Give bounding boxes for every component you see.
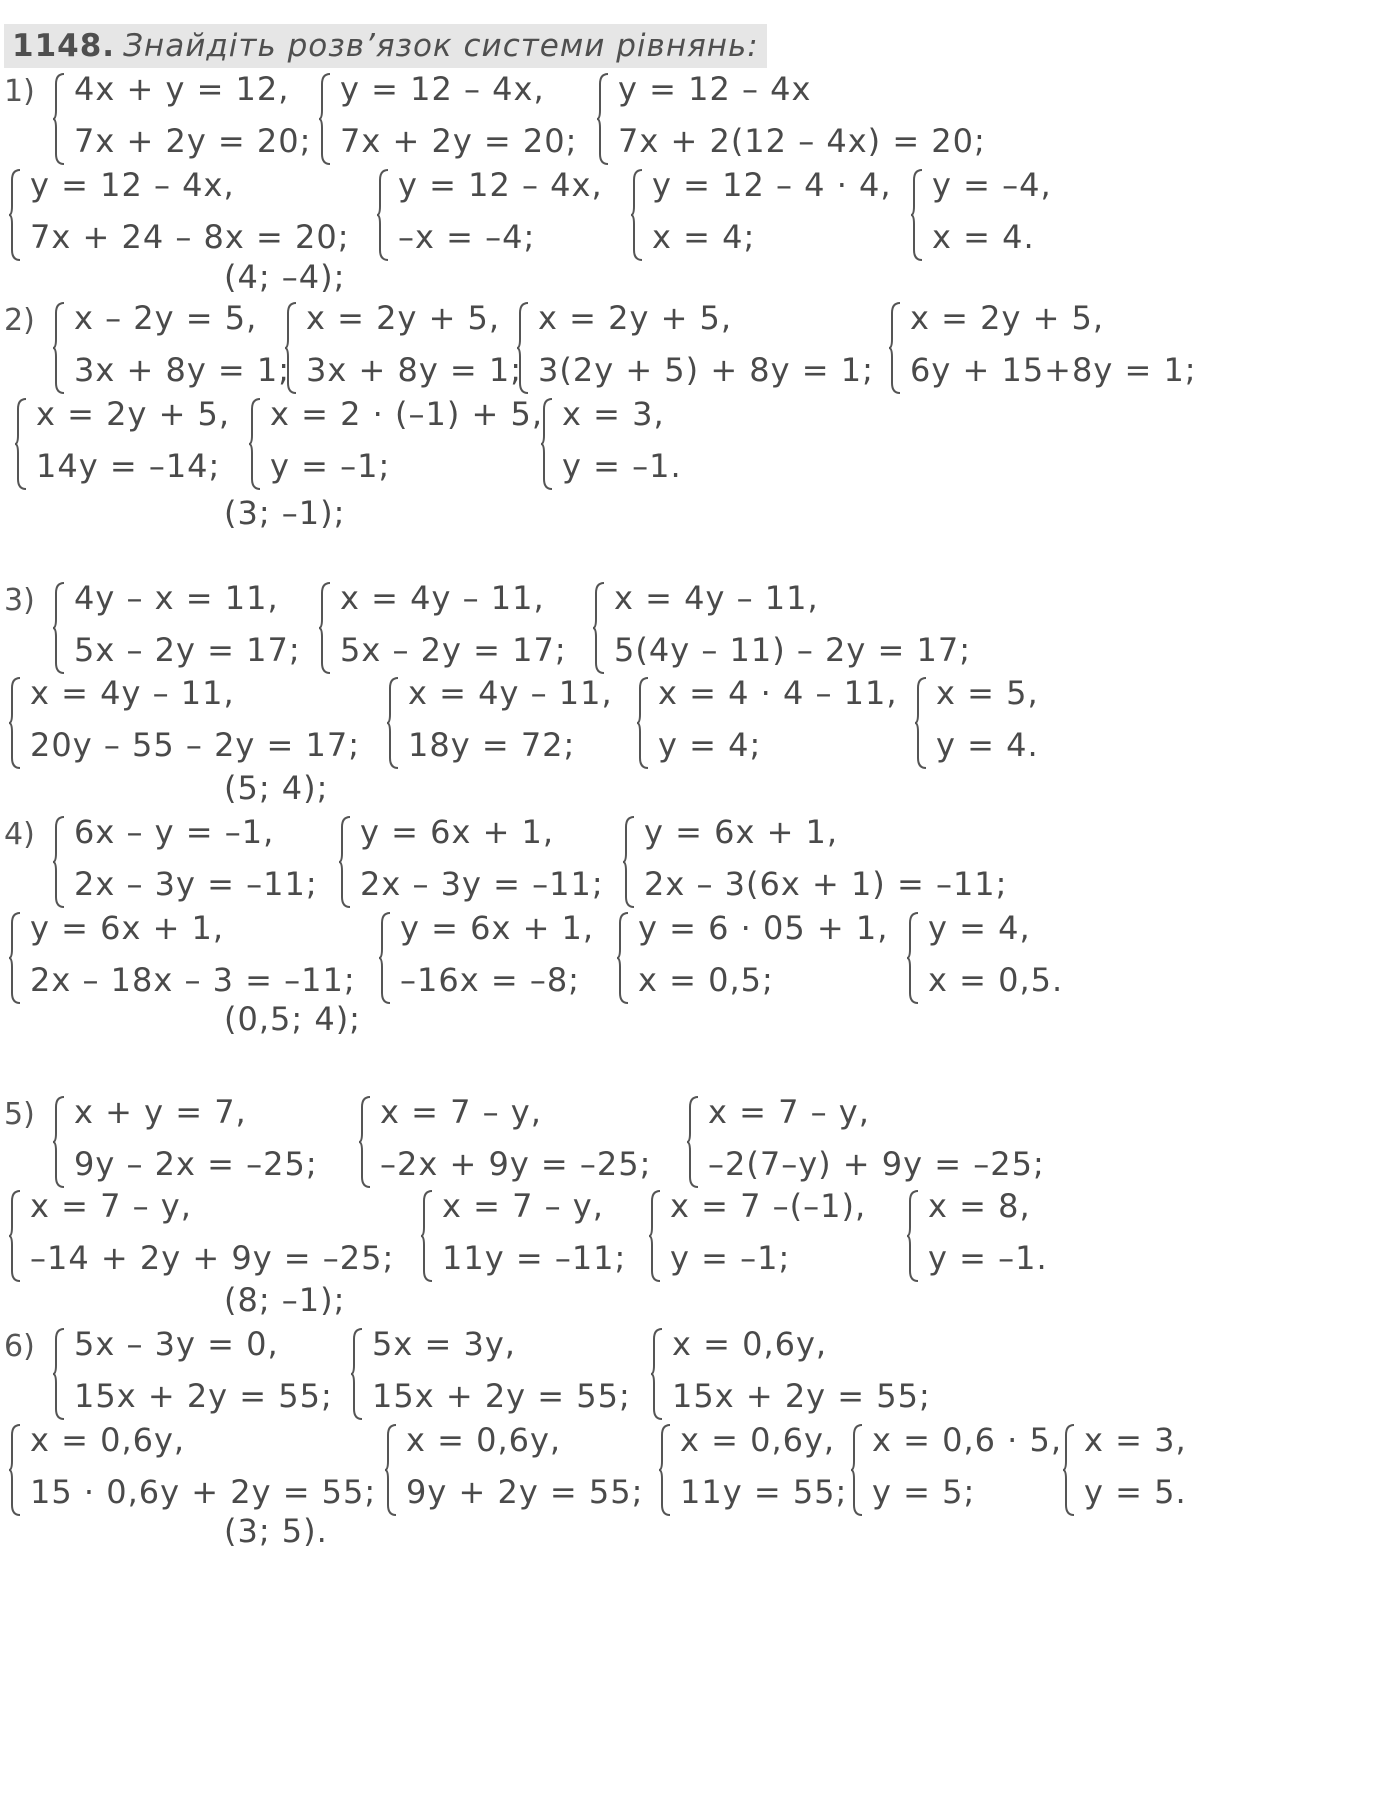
brace-icon [52, 72, 66, 166]
equation-line: y = –1; [270, 447, 391, 485]
brace-icon [910, 168, 924, 262]
equation-line: –x = –4; [398, 218, 536, 256]
problem-label: 5) [4, 1097, 35, 1132]
answer-pair: (3; –1); [224, 494, 346, 532]
brace-icon [8, 1189, 22, 1283]
brace-icon [596, 72, 610, 166]
equation-line: x = 0,6y, [680, 1421, 836, 1459]
brace-icon [686, 1095, 700, 1189]
equation-line: 6x – y = –1, [74, 813, 275, 851]
equation-line: 11y = –11; [442, 1239, 627, 1277]
equation-line: y = 12 – 4x, [340, 70, 545, 108]
equation-line: x = 0,6 · 5, [872, 1421, 1063, 1459]
brace-icon [636, 676, 650, 770]
equation-line: x = 0,5; [638, 961, 774, 999]
brace-icon [378, 911, 392, 1005]
equation-line: 5x = 3y, [372, 1325, 516, 1363]
brace-icon [622, 815, 636, 909]
brace-icon [384, 1423, 398, 1517]
brace-icon [52, 1327, 66, 1421]
brace-icon [906, 911, 920, 1005]
brace-icon [386, 676, 400, 770]
equation-line: y = 12 – 4x [618, 70, 812, 108]
brace-icon [616, 911, 630, 1005]
equation-line: 7x + 2(12 – 4x) = 20; [618, 122, 986, 160]
brace-icon [516, 301, 530, 395]
equation-line: x = 4y – 11, [30, 674, 235, 712]
brace-icon [350, 1327, 364, 1421]
equation-line: y = 6x + 1, [644, 813, 839, 851]
brace-icon [284, 301, 298, 395]
equation-line: x = 2y + 5, [910, 299, 1105, 337]
brace-icon [850, 1423, 864, 1517]
brace-icon [888, 301, 902, 395]
equation-line: 5(4y – 11) – 2y = 17; [614, 631, 971, 669]
brace-icon [630, 168, 644, 262]
brace-icon [8, 676, 22, 770]
equation-line: –2x + 9y = –25; [380, 1145, 652, 1183]
problem-label: 3) [4, 583, 35, 618]
equation-line: 11y = 55; [680, 1473, 848, 1511]
equation-line: 2x – 3y = –11; [360, 865, 604, 903]
equation-line: y = 6x + 1, [360, 813, 555, 851]
equation-line: 2x – 3y = –11; [74, 865, 318, 903]
equation-line: –2(7–y) + 9y = –25; [708, 1145, 1045, 1183]
brace-icon [318, 581, 332, 675]
equation-line: x = 4 · 4 – 11, [658, 674, 898, 712]
equation-line: y = –1. [562, 447, 682, 485]
equation-line: x = 4y – 11, [408, 674, 613, 712]
answer-pair: (8; –1); [224, 1281, 346, 1319]
problem-label: 6) [4, 1329, 35, 1364]
equation-line: x = 7 – y, [380, 1093, 542, 1131]
equation-line: 18y = 72; [408, 726, 576, 764]
equation-line: 3x + 8y = 1; [74, 351, 291, 389]
equation-line: y = 6x + 1, [30, 909, 225, 947]
equation-line: x + y = 7, [74, 1093, 247, 1131]
equation-line: y = 4. [936, 726, 1039, 764]
equation-line: 3x + 8y = 1; [306, 351, 523, 389]
brace-icon [650, 1327, 664, 1421]
brace-icon [1062, 1423, 1076, 1517]
equation-line: x = 4; [652, 218, 756, 256]
equation-line: x = 3, [1084, 1421, 1187, 1459]
equation-line: x = 2y + 5, [36, 395, 231, 433]
equation-line: 2x – 18x – 3 = –11; [30, 961, 356, 999]
answer-pair: (4; –4); [224, 258, 346, 296]
brace-icon [906, 1189, 920, 1283]
brace-icon [420, 1189, 434, 1283]
equation-line: 7x + 2y = 20; [340, 122, 578, 160]
equation-line: 15 · 0,6y + 2y = 55; [30, 1473, 377, 1511]
equation-line: x = 4. [932, 218, 1035, 256]
equation-line: y = –4, [932, 166, 1052, 204]
answer-pair: (3; 5). [224, 1512, 328, 1550]
equation-line: 6y + 15+8y = 1; [910, 351, 1197, 389]
equation-line: y = 12 – 4x, [398, 166, 603, 204]
equation-line: y = 6 · 05 + 1, [638, 909, 889, 947]
brace-icon [338, 815, 352, 909]
equation-line: y = 12 – 4x, [30, 166, 235, 204]
equation-line: x = 2y + 5, [306, 299, 501, 337]
brace-icon [52, 301, 66, 395]
equation-line: x = 5, [936, 674, 1039, 712]
equation-line: y = 5; [872, 1473, 976, 1511]
brace-icon [14, 397, 28, 491]
problem-label: 2) [4, 303, 35, 338]
equation-line: x = 4y – 11, [614, 579, 819, 617]
equation-line: –14 + 2y + 9y = –25; [30, 1239, 395, 1277]
brace-icon [52, 815, 66, 909]
equation-line: y = 4; [658, 726, 762, 764]
equation-line: 3(2y + 5) + 8y = 1; [538, 351, 874, 389]
exercise-number: 1148. [12, 28, 116, 64]
equation-line: y = 5. [1084, 1473, 1187, 1511]
brace-icon [8, 1423, 22, 1517]
equation-line: 15x + 2y = 55; [74, 1377, 333, 1415]
equation-line: 9y + 2y = 55; [406, 1473, 644, 1511]
equation-line: –16x = –8; [400, 961, 580, 999]
brace-icon [52, 1095, 66, 1189]
equation-line: y = 4, [928, 909, 1031, 947]
brace-icon [248, 397, 262, 491]
equation-line: 4x + y = 12, [74, 70, 290, 108]
brace-icon [8, 168, 22, 262]
equation-line: 9y – 2x = –25; [74, 1145, 318, 1183]
problem-label: 4) [4, 817, 35, 852]
equation-line: 15x + 2y = 55; [372, 1377, 631, 1415]
equation-line: x = 8, [928, 1187, 1031, 1225]
equation-line: y = –1. [928, 1239, 1048, 1277]
exercise-title: Знайдіть розв’язок системи рівнянь: [123, 28, 759, 64]
equation-line: x = 0,6y, [406, 1421, 562, 1459]
brace-icon [592, 581, 606, 675]
equation-line: 7x + 24 – 8x = 20; [30, 218, 350, 256]
answer-pair: (5; 4); [224, 769, 329, 807]
equation-line: x = 0,6y, [672, 1325, 828, 1363]
equation-line: y = 12 – 4 · 4, [652, 166, 892, 204]
equation-line: x = 0,6y, [30, 1421, 186, 1459]
equation-line: x = 7 –(–1), [670, 1187, 867, 1225]
brace-icon [318, 72, 332, 166]
equation-line: x = 3, [562, 395, 665, 433]
problem-label: 1) [4, 74, 35, 109]
exercise-header [4, 24, 767, 68]
equation-line: y = 6x + 1, [400, 909, 595, 947]
equation-line: x = 2y + 5, [538, 299, 733, 337]
equation-line: x = 0,5. [928, 961, 1064, 999]
brace-icon [648, 1189, 662, 1283]
brace-icon [376, 168, 390, 262]
equation-line: 4y – x = 11, [74, 579, 279, 617]
equation-line: x = 7 – y, [30, 1187, 192, 1225]
brace-icon [914, 676, 928, 770]
brace-icon [658, 1423, 672, 1517]
equation-line: 7x + 2y = 20; [74, 122, 312, 160]
equation-line: 15x + 2y = 55; [672, 1377, 931, 1415]
equation-line: 2x – 3(6x + 1) = –11; [644, 865, 1008, 903]
equation-line: 5x – 2y = 17; [340, 631, 567, 669]
equation-line: y = –1; [670, 1239, 791, 1277]
equation-line: x = 7 – y, [442, 1187, 604, 1225]
equation-line: 5x – 2y = 17; [74, 631, 301, 669]
equation-line: x = 4y – 11, [340, 579, 545, 617]
equation-line: x – 2y = 5, [74, 299, 258, 337]
brace-icon [358, 1095, 372, 1189]
equation-line: x = 2 · (–1) + 5, [270, 395, 543, 433]
brace-icon [52, 581, 66, 675]
equation-line: x = 7 – y, [708, 1093, 870, 1131]
equation-line: 5x – 3y = 0, [74, 1325, 279, 1363]
brace-icon [8, 911, 22, 1005]
answer-pair: (0,5; 4); [224, 1000, 361, 1038]
equation-line: 20y – 55 – 2y = 17; [30, 726, 361, 764]
brace-icon [540, 397, 554, 491]
equation-line: 14y = –14; [36, 447, 221, 485]
